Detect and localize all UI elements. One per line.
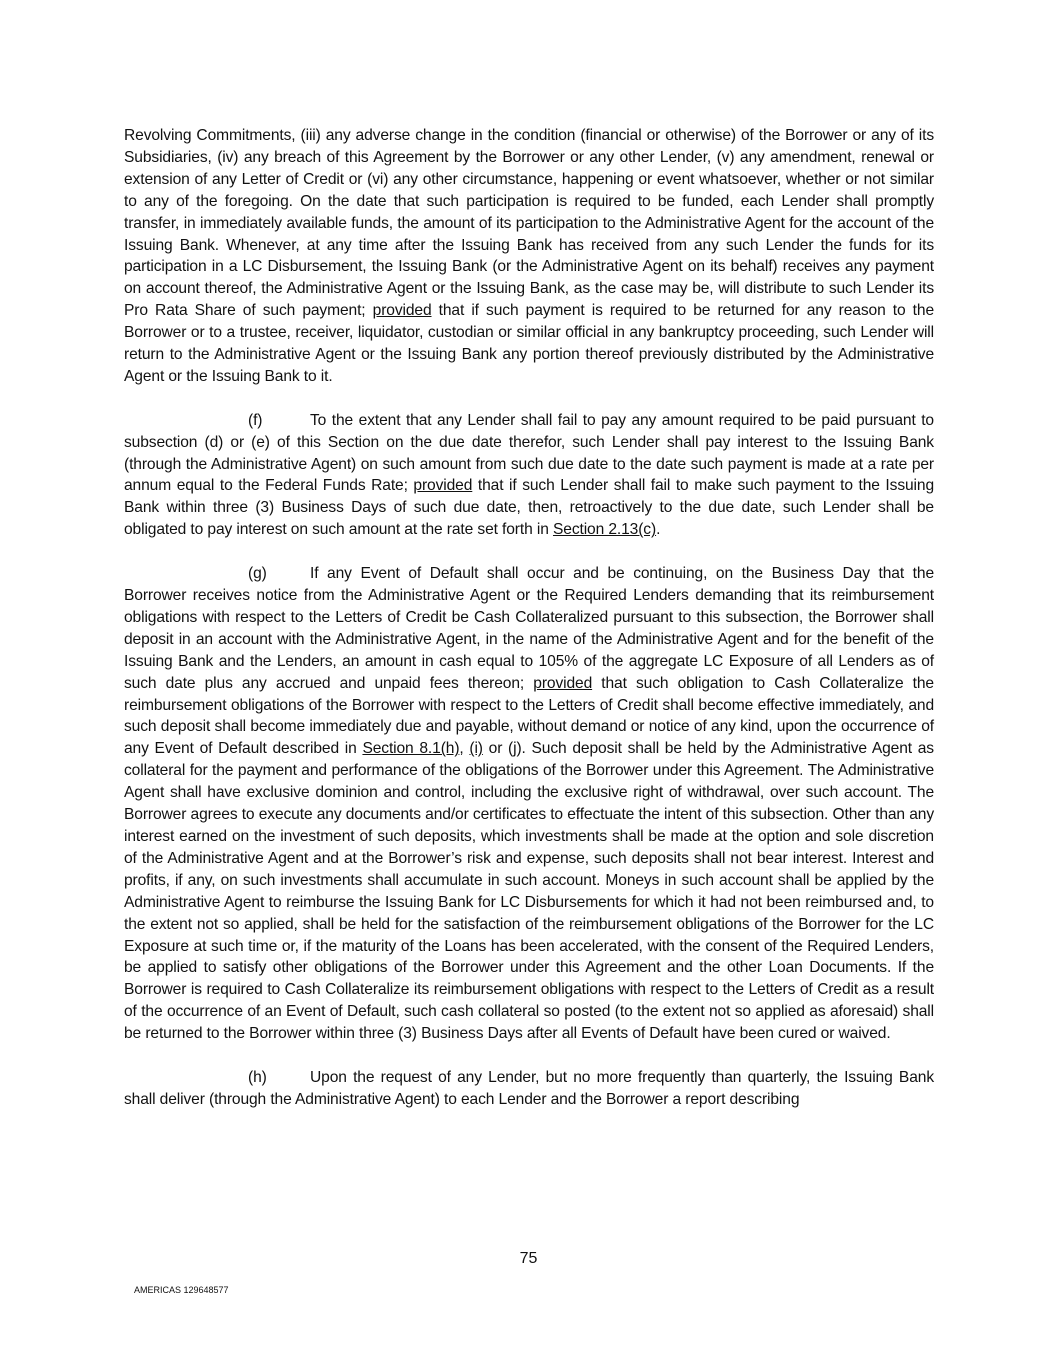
paragraph-text: Revolving Commitments, (iii) any adverse change in the condition (financial or otherwise) of the Borrower or any of its Subsidiaries, (iv) any breach of this Agreement by the Borrower or any other Lender, (v) any amendment, renewal or extension of any Letter of Credit or (vi) any other circumstance, happening or event whatsoever, whether or not similar to any of the foregoing. On the date that such participation is required to be funded, each Lender shall promptly transfer, in immediately available funds, the amount of its participation to the Administrative Agent for the account of the Issuing Bank. Whenever, at any time after the Issuing Bank has received from any such Lender the funds for its participation in a LC Disbursement, the Issuing Bank (or the Administrative Agent on its behalf) receives any payment on account thereof, the Administrative Agent or the Issuing Bank, as the case may be, will distribute to such Lender its Pro Rata Share of such payment;	[124, 127, 934, 320]
document-body	[124, 125, 934, 1133]
cross-reference: (i)	[469, 740, 483, 758]
paragraph-text: ,	[459, 740, 470, 758]
paragraph-text: To the extent that any Lender shall fail to pay any amount required to be paid pursuant to subsection (d) or (e) of this Section on the due date therefor, such Lender shall pay interest to the Issuing Bank (through the Administrative Agent) on such amount from such due date to the date such payment is made at a rate per annum equal to the Federal Funds Rate;	[124, 411, 934, 495]
paragraph-text: or (j). Such deposit shall be held by the Administrative Agent as collateral for the payment and performance of the obligations of the Borrower under this Agreement. The Administrative Agent shall have exclusive dominion and control, including the exclusive right of withdrawal, over such account. The Borrower agrees to execute any documents and/or certificates to effectuate the intent of this subsection. Other than any interest earned on the investment of such deposits, which investments shall be made at the option and sole discretion of the Administrative Agent and at the Borrower’s risk and expense, such deposits shall not bear interest. Interest and profits, if any, on such investments shall accumulate in such account. Moneys in such account shall be applied by the Administrative Agent to reimburse the Issuing Bank for LC Disbursements for which it had not been reimbursed and, to the extent not so applied, shall be held for the satisfaction of the reimbursement obligations of the Borrower for the LC Exposure at such time or, if the maturity of the Loans has been accelerated, with the consent of the Required Lenders, be applied to satisfy other obligations of the Borrower under this Agreement and the other Loan Documents. If the Borrower is required to Cash Collateralize its reimbursement obligations with respect to the Letters of Credit as a result of the occurrence of an Event of Default, such cash collateral so posted (to the extent not so applied as aforesaid) shall be returned to the Borrower within three (3) Business Days after all Events of Default have been cured or waived.	[124, 740, 934, 1043]
cross-reference: Section 8.1(h)	[362, 740, 460, 758]
paragraph	[124, 563, 934, 1045]
paragraph-text: that if such payment is required to be returned for any reason to the Borrower or to a trustee, receiver, liquidator, custodian or similar official in any bankruptcy proceeding, such Lender will return to the Administrative Agent or the Issuing Bank any portion thereof previously distributed by the Administrative Agent or the Issuing Bank to it.	[124, 302, 934, 385]
document-footer-id: AMERICAS 129648577	[134, 1285, 229, 1295]
paragraph-marker: (f)	[248, 411, 263, 429]
paragraph	[124, 1067, 934, 1111]
paragraph-text: Upon the request of any Lender, but no more frequently than quarterly, the Issuing Bank shall deliver (through the Administrative Agent) to each Lender and the Borrower a report describing	[124, 1068, 934, 1108]
cross-reference: Section 2.13(c)	[552, 521, 657, 539]
paragraph-text: that if such Lender shall fail to make such payment to the Issuing Bank within three (3) Business Days of such due date, then, retroactively to the due date, such Lender shall be obligated to pay interest on such amount at the rate set forth in	[124, 477, 934, 539]
paragraph-marker: (h)	[248, 1068, 267, 1086]
cross-reference: provided	[533, 674, 593, 692]
paragraph-text: that such obligation to Cash Collateralize the reimbursement obligations of the Borrower with respect to the Letters of Credit shall become effective immediately, and such deposit shall become immediately due and payable, without demand or notice of any kind, upon the occurrence of any Event of Default described in	[124, 674, 934, 758]
page-number: 75	[519, 1250, 538, 1267]
paragraph	[124, 410, 934, 541]
cross-reference: provided	[372, 302, 432, 320]
paragraph-text: If any Event of Default shall occur and be continuing, on the Business Day that the Borrower receives notice from the Administrative Agent or the Required Lenders demanding that its reimbursement obligations with respect to the Letters of Credit be Cash Collateralized pursuant to this subsection, the Borrower shall deposit in an account with the Administrative Agent, in the name of the Administrative Agent and for the benefit of the Issuing Bank and the Lenders, an amount in cash equal to 105% of the aggregate LC Exposure of all Lenders as of such date plus any accrued and unpaid fees thereon;	[124, 565, 934, 692]
paragraph	[124, 125, 934, 388]
paragraph-marker: (g)	[248, 565, 267, 583]
cross-reference: provided	[413, 477, 473, 495]
paragraph-text: .	[656, 521, 661, 539]
